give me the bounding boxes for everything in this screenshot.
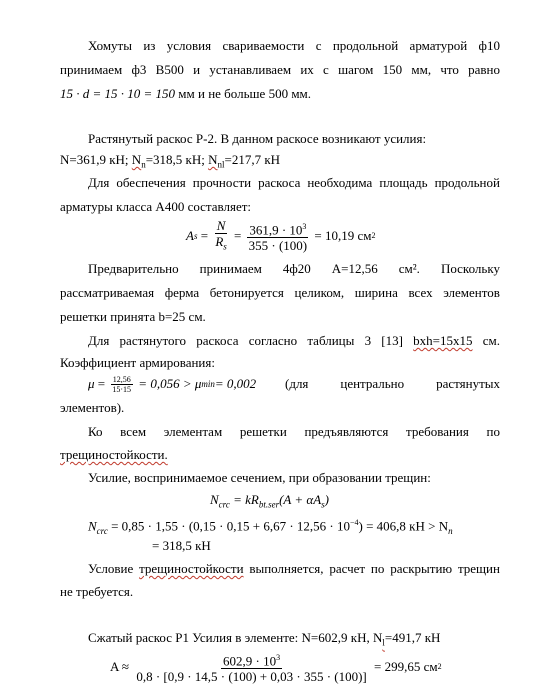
p2-req-line1 (88, 175, 500, 191)
word: (для (285, 376, 309, 391)
word: Поскольку (440, 261, 500, 276)
word: и (193, 62, 201, 77)
word: решетки (239, 424, 287, 439)
p4-mu-line: μ = $\frac{12,56}{15\cdot 15}$ = 0,056 > μ min = 0,002 (для центрально растянутых (88, 374, 500, 394)
formula-ncrc-result: = 318,5 кН (152, 538, 211, 553)
word: всем (120, 424, 147, 439)
p4-line4: элементов). (60, 400, 125, 415)
p1-line1 (88, 38, 500, 54)
p1-line3-math: 15 · d = 15 · 10 = 150 (60, 86, 176, 101)
word: Хомуты (88, 38, 132, 53)
word: принимаем (199, 261, 262, 276)
word: всех (408, 285, 433, 300)
p8-line1: Сжатый раскос Р1 Усилия в элементе: N=602,9 кН, $N_l=491,7$ кН (88, 630, 441, 648)
word: раскоса (258, 175, 301, 190)
word: равно (468, 62, 500, 77)
p1-line3 (60, 86, 311, 102)
p2-heading: Растянутый раскос Р-2. В данном раскосе возникают усилия: (88, 131, 427, 146)
word: условия (166, 38, 212, 53)
formula-a-compressed: A ≈ $\frac{602,9 \cdot 10^3}{0,8 \cdot [0,9 \cdot 14,5 \cdot (100) + 0,03 \cdot 355 \cdot (100)]}$ = 299,65 см 2 (110, 647, 442, 687)
word: рассматриваемая (60, 285, 155, 300)
formula-ncrc: $N_{crc} = kR_{bt.ser}(A + \alpha A_s)$ (210, 492, 330, 510)
p6-line1: Усилие, воспринимаемое сечением, при образовании трещин: (88, 470, 431, 485)
force-nnl: $N_{nl}$ (208, 152, 225, 170)
word: 4ф20 (282, 261, 311, 276)
word: с (315, 38, 322, 53)
formula-as: A s = $\frac{N}{R_s}$ = $\frac{361,9 \cdot 10^3}{355 \cdot (100)}$ = 10,19 см 2 (186, 217, 376, 254)
word: предъявляются (304, 424, 389, 439)
word: бетонируется (209, 285, 284, 300)
word: Предварительно (88, 261, 179, 276)
p4-line2: Коэффициент армирования: (60, 355, 215, 370)
p7-line2: не требуется. (60, 584, 134, 599)
word: В500 (155, 62, 184, 77)
word: растянутых (436, 376, 500, 391)
force-n: N=361,9 кН; (60, 152, 132, 167)
word: ф3 (131, 62, 147, 77)
word: устанавливаем (209, 62, 292, 77)
word: прочности (192, 175, 252, 190)
word: элементам (163, 424, 223, 439)
p7-line1: Условие трещиностойкости выполняется, расчет по раскрытию трещин (88, 561, 500, 576)
word: целиком, (294, 285, 345, 300)
word: необходима (307, 175, 373, 190)
word: из (143, 38, 156, 53)
force-nn: $N_n$ (131, 152, 146, 170)
p4-line1: Для растянутого раскоса согласно таблицы 3 [13] bxh=15x15 см. (88, 333, 500, 348)
word: по (486, 424, 500, 439)
word: Ко (88, 424, 103, 439)
word: что (440, 62, 459, 77)
p3-line2 (60, 285, 500, 301)
p3-line1 (88, 261, 500, 277)
word: продольной (434, 175, 500, 190)
word: с (323, 62, 329, 77)
force-nn-value: =318,5 кН; (145, 152, 209, 167)
word: центрально (340, 376, 405, 391)
p5-line2: трещиностойкости. (60, 447, 168, 462)
word: 150 (382, 62, 403, 77)
p2-forces (60, 152, 280, 173)
p1-line3-text: мм и не больше 500 мм. (175, 86, 312, 101)
word: шагом (338, 62, 374, 77)
force-nnl-value: =217,7 кН (224, 152, 281, 167)
word: элементов (443, 285, 500, 300)
word: мм, (411, 62, 432, 77)
word: ширина (354, 285, 398, 300)
word: площадь (379, 175, 428, 190)
p2-req-line2: арматуры класса А400 составляет: (60, 199, 252, 214)
word: ферма (164, 285, 200, 300)
word: обеспечения (116, 175, 186, 190)
word: А=12,56 (331, 261, 378, 276)
p5-line1 (88, 424, 500, 440)
word: свариваемости (222, 38, 305, 53)
p3-line3: решетки принята b=25 см. (60, 309, 206, 324)
formula-ncrc-calc: $N_{crc} = 0,85 \cdot 1,55 \cdot (0,15 \cdot 0,15 + 6,67 \cdot 12,56 \cdot 10^{-4}) = 406,8$ кН > $N_n$ (88, 518, 453, 536)
word: ф10 (478, 38, 500, 53)
word: требования (406, 424, 469, 439)
word: продольной (332, 38, 399, 53)
p1-line2 (60, 62, 500, 78)
word: принимаем (60, 62, 123, 77)
word: арматурой (409, 38, 468, 53)
word: их (300, 62, 314, 77)
word: см². (398, 261, 420, 276)
word: Для (88, 175, 110, 190)
